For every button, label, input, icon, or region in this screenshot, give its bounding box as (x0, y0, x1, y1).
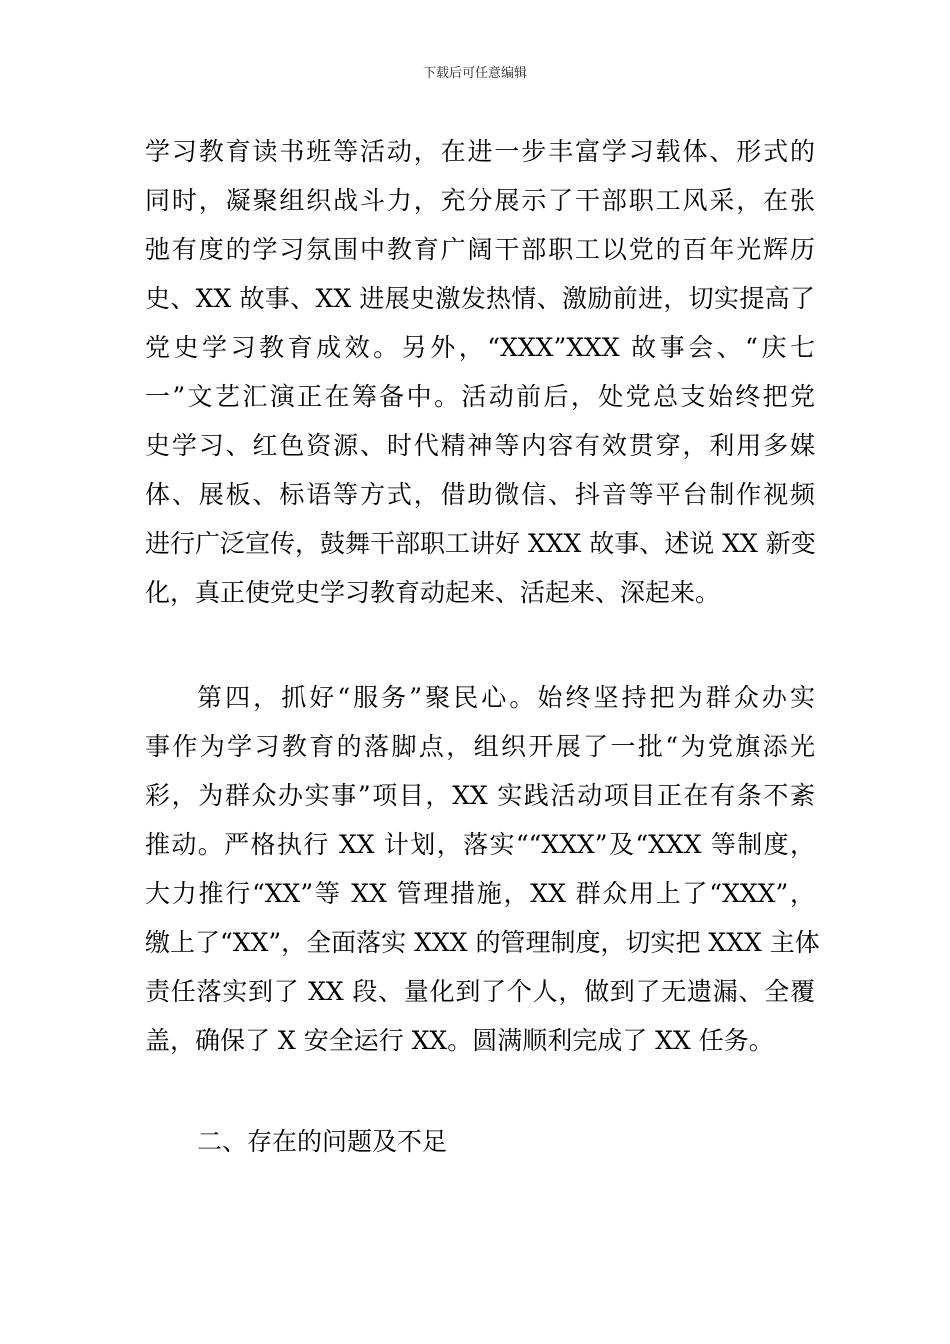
paragraph-1-line: 史、XX 故事、XX 进展史激发热情、激励前进，切实提高了 (145, 284, 815, 313)
paragraph-2-line: 第四，抓好“服务”聚民心。始终坚持把为群众办实 (197, 683, 815, 712)
section-heading: 二、存在的问题及不足 (197, 1127, 448, 1156)
page-header-note: 下载后可任意编辑 (422, 66, 527, 81)
paragraph-1-line: 弛有度的学习氛围中教育广阔干部职工以党的百年光辉历 (145, 235, 815, 264)
paragraph-1-line: 同时，凝聚组织战斗力，充分展示了干部职工风采，在张 (145, 186, 815, 215)
paragraph-2-line: 彩，为群众办实事”项目，XX 实践活动项目正在有条不紊 (145, 781, 815, 810)
paragraph-2-line: 盖，确保了 X 安全运行 XX。圆满顺利完成了 XX 任务。 (145, 1026, 774, 1055)
paragraph-1 (145, 127, 815, 617)
paragraph-2-line: 大力推行“XX”等 XX 管理措施，XX 群众用上了“XXX”， (145, 879, 815, 908)
paragraph-1-line: 学习教育读书班等活动，在进一步丰富学习载体、形式的 (145, 137, 815, 166)
paragraph-1-line: 党史学习教育成效。另外，“XXX”XXX 故事会、“庆七 (145, 333, 815, 362)
paragraph-1-line: 史学习、红色资源、时代精神等内容有效贯穿，利用多媒 (145, 431, 815, 460)
paragraph-2-line: 推动。严格执行 XX 计划，落实““XXX”及“XXX 等制度， (145, 830, 815, 859)
paragraph-1-line: 体、展板、标语等方式，借助微信、抖音等平台制作视频 (145, 480, 815, 509)
paragraph-1-line: 一”文艺汇演正在筹备中。活动前后，处党总支始终把党 (145, 382, 815, 411)
paragraph-2-line: 事作为学习教育的落脚点，组织开展了一批“为党旗添光 (145, 732, 815, 761)
paragraph-2 (145, 673, 820, 1065)
paragraph-1-line: 进行广泛宣传，鼓舞干部职工讲好 XXX 故事、述说 XX 新变 (145, 529, 816, 558)
paragraph-2-line: 缴上了“XX”，全面落实 XXX 的管理制度，切实把 XXX 主体 (145, 928, 820, 957)
paragraph-1-line: 化，真正使党史学习教育动起来、活起来、深起来。 (145, 578, 721, 607)
paragraph-2-line: 责任落实到了 XX 段、量化到了个人，做到了无遗漏、全覆 (145, 977, 815, 1006)
